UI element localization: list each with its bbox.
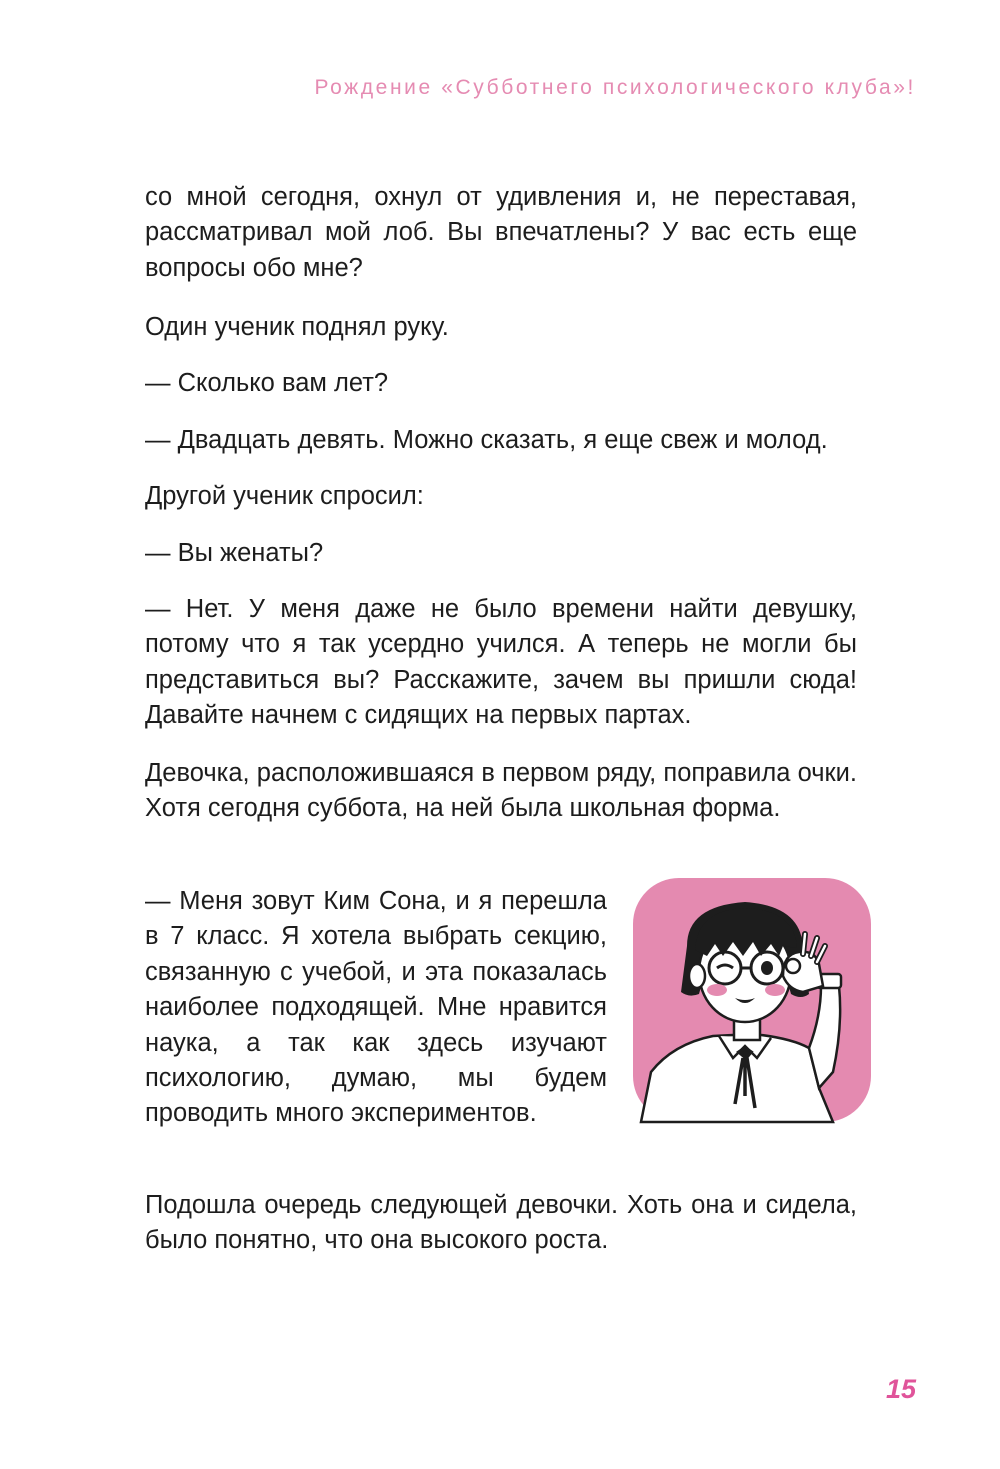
paragraph-3 [145, 366, 857, 401]
paragraph-5 [145, 479, 857, 514]
paragraph-7 [145, 592, 857, 734]
paragraph-text: — Двадцать девять. Можно сказать, я еще свеж и молод. [145, 426, 828, 454]
paragraph-9 [145, 884, 607, 1132]
paragraph-text: Девочка, расположившаяся в первом ряду, поправила очки. Хотя сегодня суббота, на ней была школьная форма. [145, 759, 857, 823]
paragraph-6 [145, 536, 857, 571]
paragraph-text: со мной сегодня, охнул от удивления и, не переставая, рассматривал мой лоб. Вы впечатлены? У вас есть еще вопросы обо мне? [145, 183, 857, 282]
paragraph-2 [145, 310, 857, 345]
page-number: 15 [886, 1374, 917, 1404]
left-blush [707, 984, 727, 996]
left-ear [689, 964, 705, 988]
girl-with-glasses-illustration [633, 876, 871, 1124]
paragraph-8 [145, 756, 857, 827]
paragraph-text: Другой ученик спросил: [145, 482, 424, 510]
paragraph-text: — Нет. У меня даже не было времени найти девушку, потому что я так усердно учился. А теперь не могли бы представиться вы? Расскажите, зачем вы пришли сюда! Давайте начнем с сидящих на первых партах. [145, 595, 857, 730]
paragraph-text: Подошла очередь следующей девочки. Хоть она и сидела, было понятно, что она высокого роста. [145, 1191, 857, 1255]
right-eye [761, 961, 773, 975]
paragraph-10 [145, 1188, 857, 1259]
paragraph-text: Один ученик поднял руку. [145, 313, 449, 341]
running-header: Рождение «Субботнего психологического клуба»! [314, 76, 916, 99]
paragraph-text: — Вы женаты? [145, 539, 324, 567]
paragraph-4 [145, 423, 857, 458]
paragraph-text: — Меня зовут Ким Сона, и я перешла в 7 класс. Я хотела выбрать секцию, связанную с учебой, и эта показалась наиболее подходящей. Мне нравится наука, а так как здесь изучают психологию, думаю, мы будем проводить много экспериментов. [145, 887, 607, 1128]
right-blush [765, 984, 785, 996]
paragraph-text: — Сколько вам лет? [145, 369, 389, 397]
paragraph-1 [145, 180, 857, 286]
